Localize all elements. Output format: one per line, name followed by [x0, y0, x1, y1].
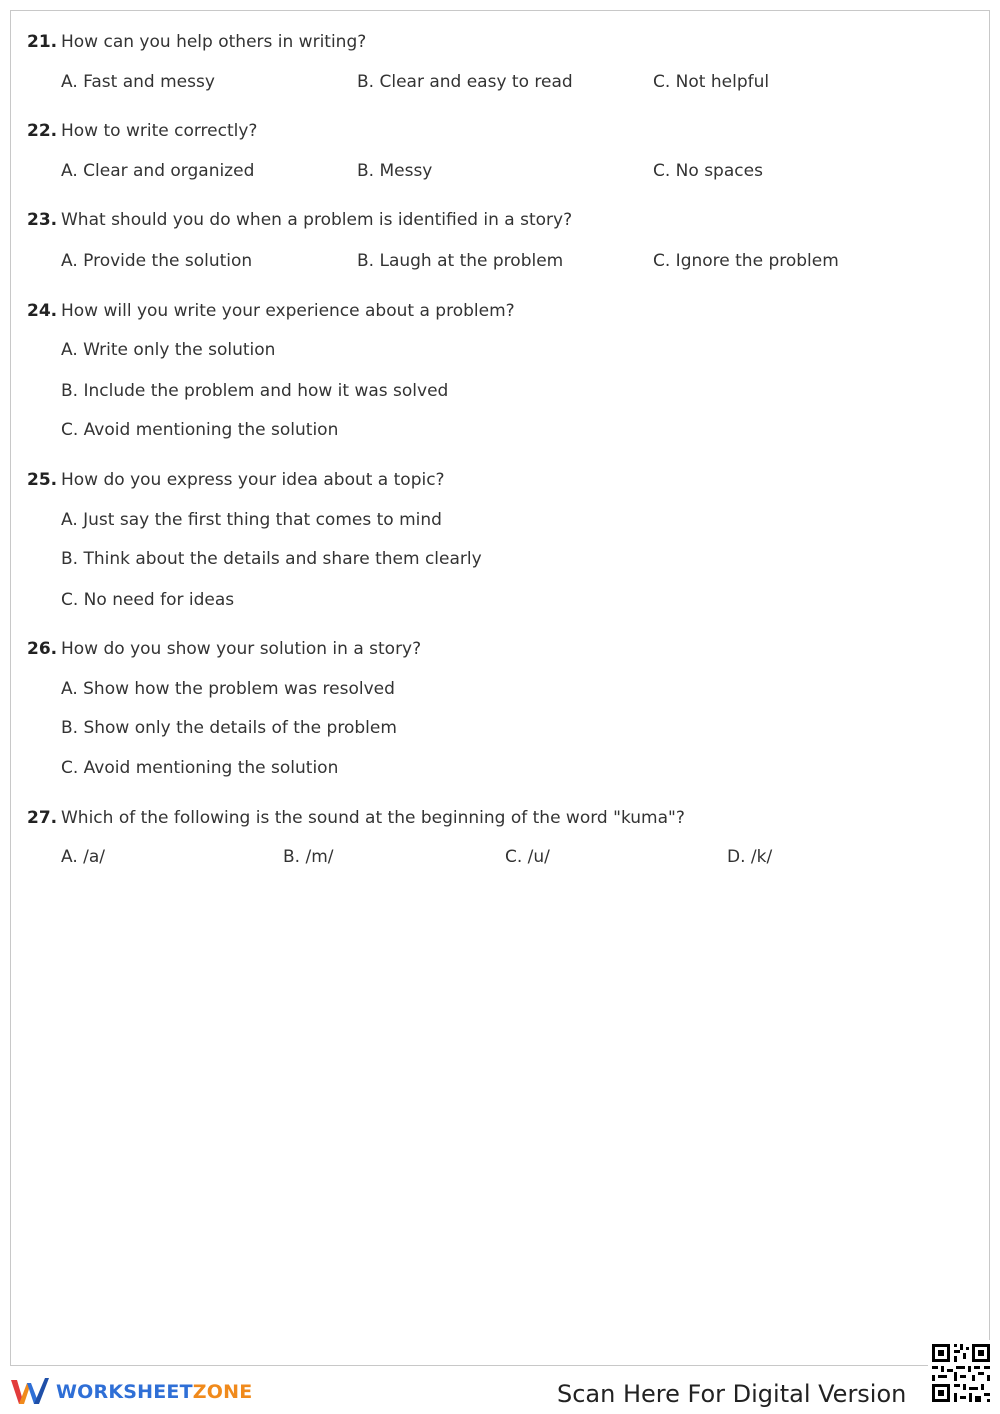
- option-a[interactable]: A. Just say the first thing that comes to mind: [61, 510, 442, 530]
- page-footer: [0, 1366, 1000, 1414]
- question-line: [27, 807, 685, 829]
- qr-code-icon[interactable]: [928, 1340, 994, 1406]
- option-a[interactable]: A. Show how the problem was resolved: [61, 679, 395, 699]
- option-c[interactable]: C. Ignore the problem: [653, 251, 839, 271]
- question-number: 21.: [27, 32, 58, 52]
- option-c[interactable]: C. Not helpful: [653, 72, 770, 92]
- option-a[interactable]: A. Fast and messy: [61, 72, 215, 92]
- worksheetzone-w-icon: [10, 1377, 50, 1407]
- question-text: How do you show your solution in a story?: [61, 639, 422, 659]
- question-number: 22.: [27, 121, 58, 141]
- option-d[interactable]: D. /k/: [727, 847, 773, 867]
- option-a[interactable]: A. /a/: [61, 847, 106, 867]
- question-line: [27, 469, 445, 491]
- question-line: [27, 31, 366, 53]
- question-text: How to write correctly?: [61, 121, 258, 141]
- option-b[interactable]: B. /m/: [283, 847, 334, 867]
- option-c[interactable]: C. No need for ideas: [61, 590, 235, 610]
- option-a[interactable]: A. Write only the solution: [61, 340, 276, 360]
- logo-wordmark: [56, 1381, 252, 1403]
- option-b[interactable]: B. Show only the details of the problem: [61, 718, 397, 738]
- question-line: [27, 300, 515, 322]
- question-line: [27, 209, 572, 231]
- question-number: 26.: [27, 639, 58, 659]
- question-number: 27.: [27, 808, 58, 828]
- option-c[interactable]: C. No spaces: [653, 161, 763, 181]
- option-b[interactable]: B. Include the problem and how it was solved: [61, 381, 449, 401]
- option-b[interactable]: B. Messy: [357, 161, 433, 181]
- option-a[interactable]: A. Provide the solution: [61, 251, 253, 271]
- question-number: 23.: [27, 210, 58, 230]
- option-b[interactable]: B. Clear and easy to read: [357, 72, 573, 92]
- logo-word-worksheet: WORKSHEET: [56, 1381, 193, 1403]
- question-text: How will you write your experience about a problem?: [61, 301, 515, 321]
- option-c[interactable]: C. /u/: [505, 847, 550, 867]
- option-c[interactable]: C. Avoid mentioning the solution: [61, 758, 339, 778]
- question-number: 25.: [27, 470, 58, 490]
- logo-word-zone: ZONE: [192, 1381, 253, 1403]
- worksheetzone-logo[interactable]: [10, 1376, 252, 1408]
- question-line: [27, 638, 421, 660]
- worksheet-page: [10, 10, 990, 1366]
- scan-here-text: Scan Here For Digital Version: [557, 1380, 907, 1408]
- question-text: How do you express your idea about a topic?: [61, 470, 445, 490]
- option-b[interactable]: B. Laugh at the problem: [357, 251, 564, 271]
- option-a[interactable]: A. Clear and organized: [61, 161, 255, 181]
- question-text: Which of the following is the sound at the beginning of the word "kuma"?: [61, 808, 685, 828]
- question-line: [27, 120, 257, 142]
- option-c[interactable]: C. Avoid mentioning the solution: [61, 420, 339, 440]
- question-text: How can you help others in writing?: [61, 32, 367, 52]
- option-b[interactable]: B. Think about the details and share them clearly: [61, 549, 482, 569]
- question-text: What should you do when a problem is identified in a story?: [61, 210, 573, 230]
- question-number: 24.: [27, 301, 58, 321]
